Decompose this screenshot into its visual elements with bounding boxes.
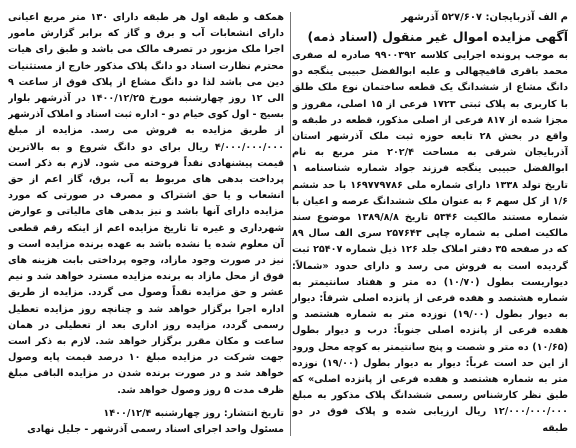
notice-title: آگهی مزایده اموال غیر منقول (اسناد ذمه) [307, 29, 568, 44]
notice-column-right [292, 10, 568, 440]
notice-page [4, 4, 572, 444]
notice-footer [8, 406, 284, 438]
notice-body-left: همکف و طبقه اول هر طبقه دارای ۱۳۰ متر مربع اعیانی دارای انشعابات آب و برق و گاز که برابر گزارش مامور اجرا ملک مزبور در تصرف مالک می باشد و طبق رای هیات محترم نظارت اسناد دو دانگ پلاک مذکور خارج از مستثنیات دین می باشد لذا دو دانگ مشاع از پلاک فوق از ساعت ۹ الی ۱۲ روز چهارشنبه مورخ ۱۴۰۰/۱۲/۲۵ در آذرشهر بلوار بسیج - اول کوی خیام دو - اداره ثبت اسناد و املاک آذرشهر از طریق مزایده به فروش می رسد. مزایده از مبلغ ۴/۰۰۰/۰۰۰/۰۰۰ ریال برای دو دانگ شروع و به بالاترین قیمت پیشنهادی نقداً فروخته می شود. لازم به ذکر است پرداخت بدهی های مربوط به آب، برق، گاز اعم از حق انشعاب و یا حق اشتراک و مصرف در صورتی که مورد مزایده دارای آنها باشد و نیز بدهی های مالیاتی و عوارض شهرداری و غیره تا تاریخ مزایده اعم از اینکه رقم قطعی آن معلوم شده یا نشده باشد به عهده برنده مزایده است و نیز در صورت وجود مازاد، وجوه پرداختی بابت هزینه های فوق از محل مازاد به برنده مزایده مسترد خواهد شد و نیم عشر و حق مزایده نقداً وصول می گردد. مزایده از طریق اداره اجرا برگزار خواهد شد و چنانچه روز مزایده تعطیل رسمی گردد، مزایده روز اداری بعد از تعطیلی در همان ساعت و مکان مقرر برگزار خواهد شد. لازم به ذکر است جهت شرکت در مزایده مبلغ ۱۰ درصد قیمت پایه وصول خواهد شد و در صورت برنده شدن در مزایده الباقی مبلغ ظرف مدت ۵ روز وصول خواهد شد. [8, 12, 284, 396]
notice-body-right: به موجب پرونده اجرایی کلاسه ۹۹۰۰۳۹۲ صادره له صفری محمد باقری قافیچهالی و علیه ابوالفضل حبیبی ینگجه دو دانگ مشاع از ششدانگ یک قطعه ساختمان نوع ملک طلق با کاربری به پلاک ثبتی ۱۷۲۳ فرعی از ۱۵ اصلی، مفروز و مجزا شده از ۸۱۷ فرعی از اصلی مذکور، قطعه در طبقه و واقع در بخش ۲۸ تابعه حوزه ثبت ملک آذرشهر استان آذربایجان شرقی به مساحت ۲۰۲/۴ متر مربع به نام ابوالفضل حبیبی ینگجه فرزند جواد شماره شناسنامه ۱ تاریخ تولد ۱۳۳۸ دارای شماره ملی ۱۶۹۷۷۹۷۸۶ با حد ششم ۱/۶ از کل سهم ۶ به عنوان ملک ششدانگ عرصه و اعیان با شماره مستند مالکیت ۵۳۴۶ تاریخ ۱۳۸۹/۸/۸ موضوع سند مالکیت اصلی به شماره چاپی ۲۵۷۶۴۳ سری الف سال ۸۹ که در صفحه ۳۵ دفتر املاک جلد ۱۲۶ ذیل شماره ۲۵۴۰۷ ثبت گردیده است به فروش می رسد و دارای حدود «شمالاً: دیواریست بطول (۱۰/۷۰) ده متر و هفتاد سانتیمتر به شماره هشتصد و هفده فرعی از پانزده اصلی شرقاً: دیوار به دیوار بطول (۱۹/۰۰) نوزده متر به شماره هشتصد و هفده فرعی از پانزده اصلی جنوباً: درب و دیوار بطول (۱۰/۶۵) ده متر و شصت و پنج سانتیمتر به کوچه محل ورود از این حد است غرباً: دیوار به دیوار بطول (۱۹/۰۰) نوزده متر به شماره هشتصد و هفده فرعی از پانزده اصلی» که طبق نظر کارشناس رسمی ششدانگ پلاک مذکور به مبلغ ۱۲/۰۰۰/۰۰۰/۰۰۰ ریال ارزیابی شده و پلاک فوق در دو طبقه [292, 50, 568, 434]
notice-column-left [8, 10, 284, 440]
column-divider [290, 12, 291, 436]
signature: مسئول واحد اجرای اسناد رسمی آذرشهر - جلیل نهادی [27, 424, 284, 435]
publish-date: تاریخ انتشار: روز چهارشنبه ۱۴۰۰/۱۲/۴ [103, 408, 284, 419]
notice-reference: م الف آذربایجان: ۵۲۷/۶۰۷ آذرشهر [401, 12, 568, 23]
